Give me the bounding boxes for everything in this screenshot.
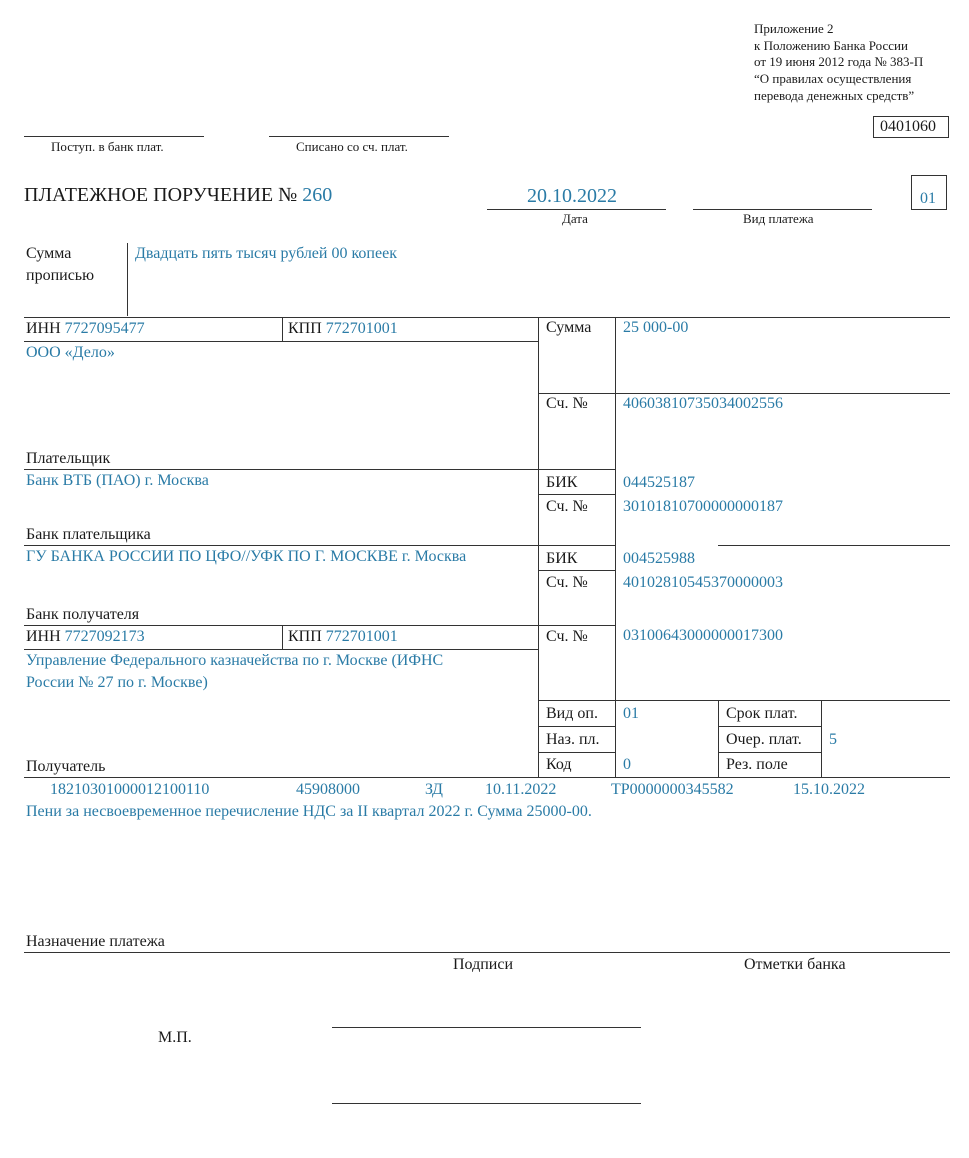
divider <box>538 726 615 727</box>
appendix-line: перевода денежных средств” <box>754 88 915 103</box>
purpose-code-label: Наз. пл. <box>546 731 600 748</box>
account-label: Сч. № <box>546 574 588 591</box>
debited-line <box>269 136 449 137</box>
divider <box>24 545 615 546</box>
date-value: 20.10.2022 <box>527 185 617 207</box>
amount-words-label: Сумма <box>26 245 72 262</box>
divider <box>24 777 950 778</box>
code-label: Код <box>546 756 572 773</box>
payer-account-label: Сч. № <box>546 395 588 412</box>
purpose-label: Назначение платежа <box>26 933 165 950</box>
appendix-line: “О правилах осуществления <box>754 71 912 86</box>
purpose-text: Пени за несвоевременное перечисление НДС за II квартал 2022 г. Сумма 25000-00. <box>26 803 592 820</box>
payer-bank-label: Банк плательщика <box>26 526 151 543</box>
form-code: 0401060 <box>880 118 936 135</box>
amount-words-label: прописью <box>26 267 95 284</box>
divider <box>538 570 615 571</box>
order-number: 260 <box>302 184 333 206</box>
divider <box>718 752 821 753</box>
divider <box>538 752 615 753</box>
payer-bank-bik: 044525187 <box>623 474 695 491</box>
divider <box>718 545 950 546</box>
tax-doc-number: ТР0000000345582 <box>611 781 734 798</box>
divider <box>538 700 950 701</box>
inn-label: ИНН <box>26 320 61 337</box>
divider <box>821 700 822 777</box>
payer-label: Плательщик <box>26 450 111 467</box>
divider <box>24 952 950 953</box>
account-label: Сч. № <box>546 498 588 515</box>
divider <box>24 317 950 318</box>
form-code-box <box>873 116 949 138</box>
payee-inn <box>26 628 145 646</box>
appendix-line: от 19 июня 2012 года № 383-П <box>754 54 924 69</box>
payee-account-label: Сч. № <box>546 628 588 645</box>
payee-name: Управление Федерального казначейства по г. Москве (ИФНС <box>26 652 444 669</box>
bank-marks-label: Отметки банка <box>744 956 846 973</box>
divider <box>24 625 615 626</box>
tax-doc-date: 15.10.2022 <box>793 781 865 798</box>
divider <box>282 625 283 649</box>
order-label: Очер. плат. <box>726 731 802 748</box>
payer-bank-name: Банк ВТБ (ПАО) г. Москва <box>26 472 209 489</box>
divider <box>718 726 821 727</box>
divider <box>718 700 719 777</box>
payee-bank-name: ГУ БАНКА РОССИИ ПО ЦФО//УФК ПО Г. МОСКВЕ г. Москва <box>26 548 467 565</box>
payment-type-line <box>693 209 872 210</box>
amount-label: Сумма <box>546 319 592 336</box>
divider <box>538 393 950 394</box>
status-code: 01 <box>920 190 936 207</box>
divider <box>538 317 539 777</box>
divider <box>127 243 128 316</box>
payee-kpp <box>288 628 398 646</box>
appendix-line: Приложение 2 <box>754 21 834 36</box>
date-line <box>487 209 666 210</box>
payer-kpp-value: 772701001 <box>325 320 398 337</box>
payer-inn-value: 7727095477 <box>64 320 145 337</box>
payer-name: ООО «Дело» <box>26 344 115 361</box>
bik-label: БИК <box>546 474 578 491</box>
appendix-line: к Положению Банка России <box>754 38 908 53</box>
payer-account: 40603810735034002556 <box>623 395 783 412</box>
payee-bank-account: 40102810545370000003 <box>623 574 783 591</box>
divider <box>24 469 615 470</box>
date-label: Дата <box>562 211 588 226</box>
received-line <box>24 136 204 137</box>
payee-label: Получатель <box>26 758 106 775</box>
term-label: Срок плат. <box>726 705 798 722</box>
divider <box>538 494 615 495</box>
divider <box>615 317 616 777</box>
status-box <box>911 175 947 210</box>
kpp-label: КПП <box>288 628 322 645</box>
tax-kbk: 18210301000012100110 <box>50 781 210 798</box>
signature-line <box>332 1103 641 1104</box>
payee-bank-label: Банк получателя <box>26 606 140 623</box>
title-text: ПЛАТЕЖНОЕ ПОРУЧЕНИЕ № <box>24 184 298 206</box>
inn-label: ИНН <box>26 628 61 645</box>
page-title <box>24 184 332 207</box>
code-value: 0 <box>623 756 631 773</box>
kpp-label: КПП <box>288 320 322 337</box>
divider <box>24 649 538 650</box>
payee-account: 03100643000000017300 <box>623 627 783 644</box>
payer-inn <box>26 320 145 338</box>
payer-bank-account: 30101810700000000187 <box>623 498 783 515</box>
payment-type-label: Вид платежа <box>743 211 814 226</box>
tax-basis: ЗД <box>425 781 443 798</box>
payer-kpp <box>288 320 398 338</box>
op-type: 01 <box>623 705 639 722</box>
divider <box>282 317 283 341</box>
reserve-label: Рез. поле <box>726 756 788 773</box>
tax-oktmo: 45908000 <box>296 781 360 798</box>
op-type-label: Вид оп. <box>546 705 598 722</box>
payee-name: России № 27 по г. Москве) <box>26 674 208 691</box>
order-value: 5 <box>829 731 837 748</box>
divider <box>24 341 538 342</box>
payee-kpp-value: 772701001 <box>325 628 398 645</box>
signatures-label: Подписи <box>453 956 514 973</box>
amount-words: Двадцать пять тысяч рублей 00 копеек <box>135 245 397 262</box>
signature-line <box>332 1027 641 1028</box>
payee-bank-bik: 004525988 <box>623 550 695 567</box>
stamp-label: М.П. <box>158 1029 192 1046</box>
tax-period: 10.11.2022 <box>485 781 557 798</box>
amount-value: 25 000-00 <box>623 319 689 336</box>
payee-inn-value: 7727092173 <box>64 628 145 645</box>
received-label: Поступ. в банк плат. <box>51 139 164 154</box>
debited-label: Списано со сч. плат. <box>296 139 408 154</box>
bik-label: БИК <box>546 550 578 567</box>
